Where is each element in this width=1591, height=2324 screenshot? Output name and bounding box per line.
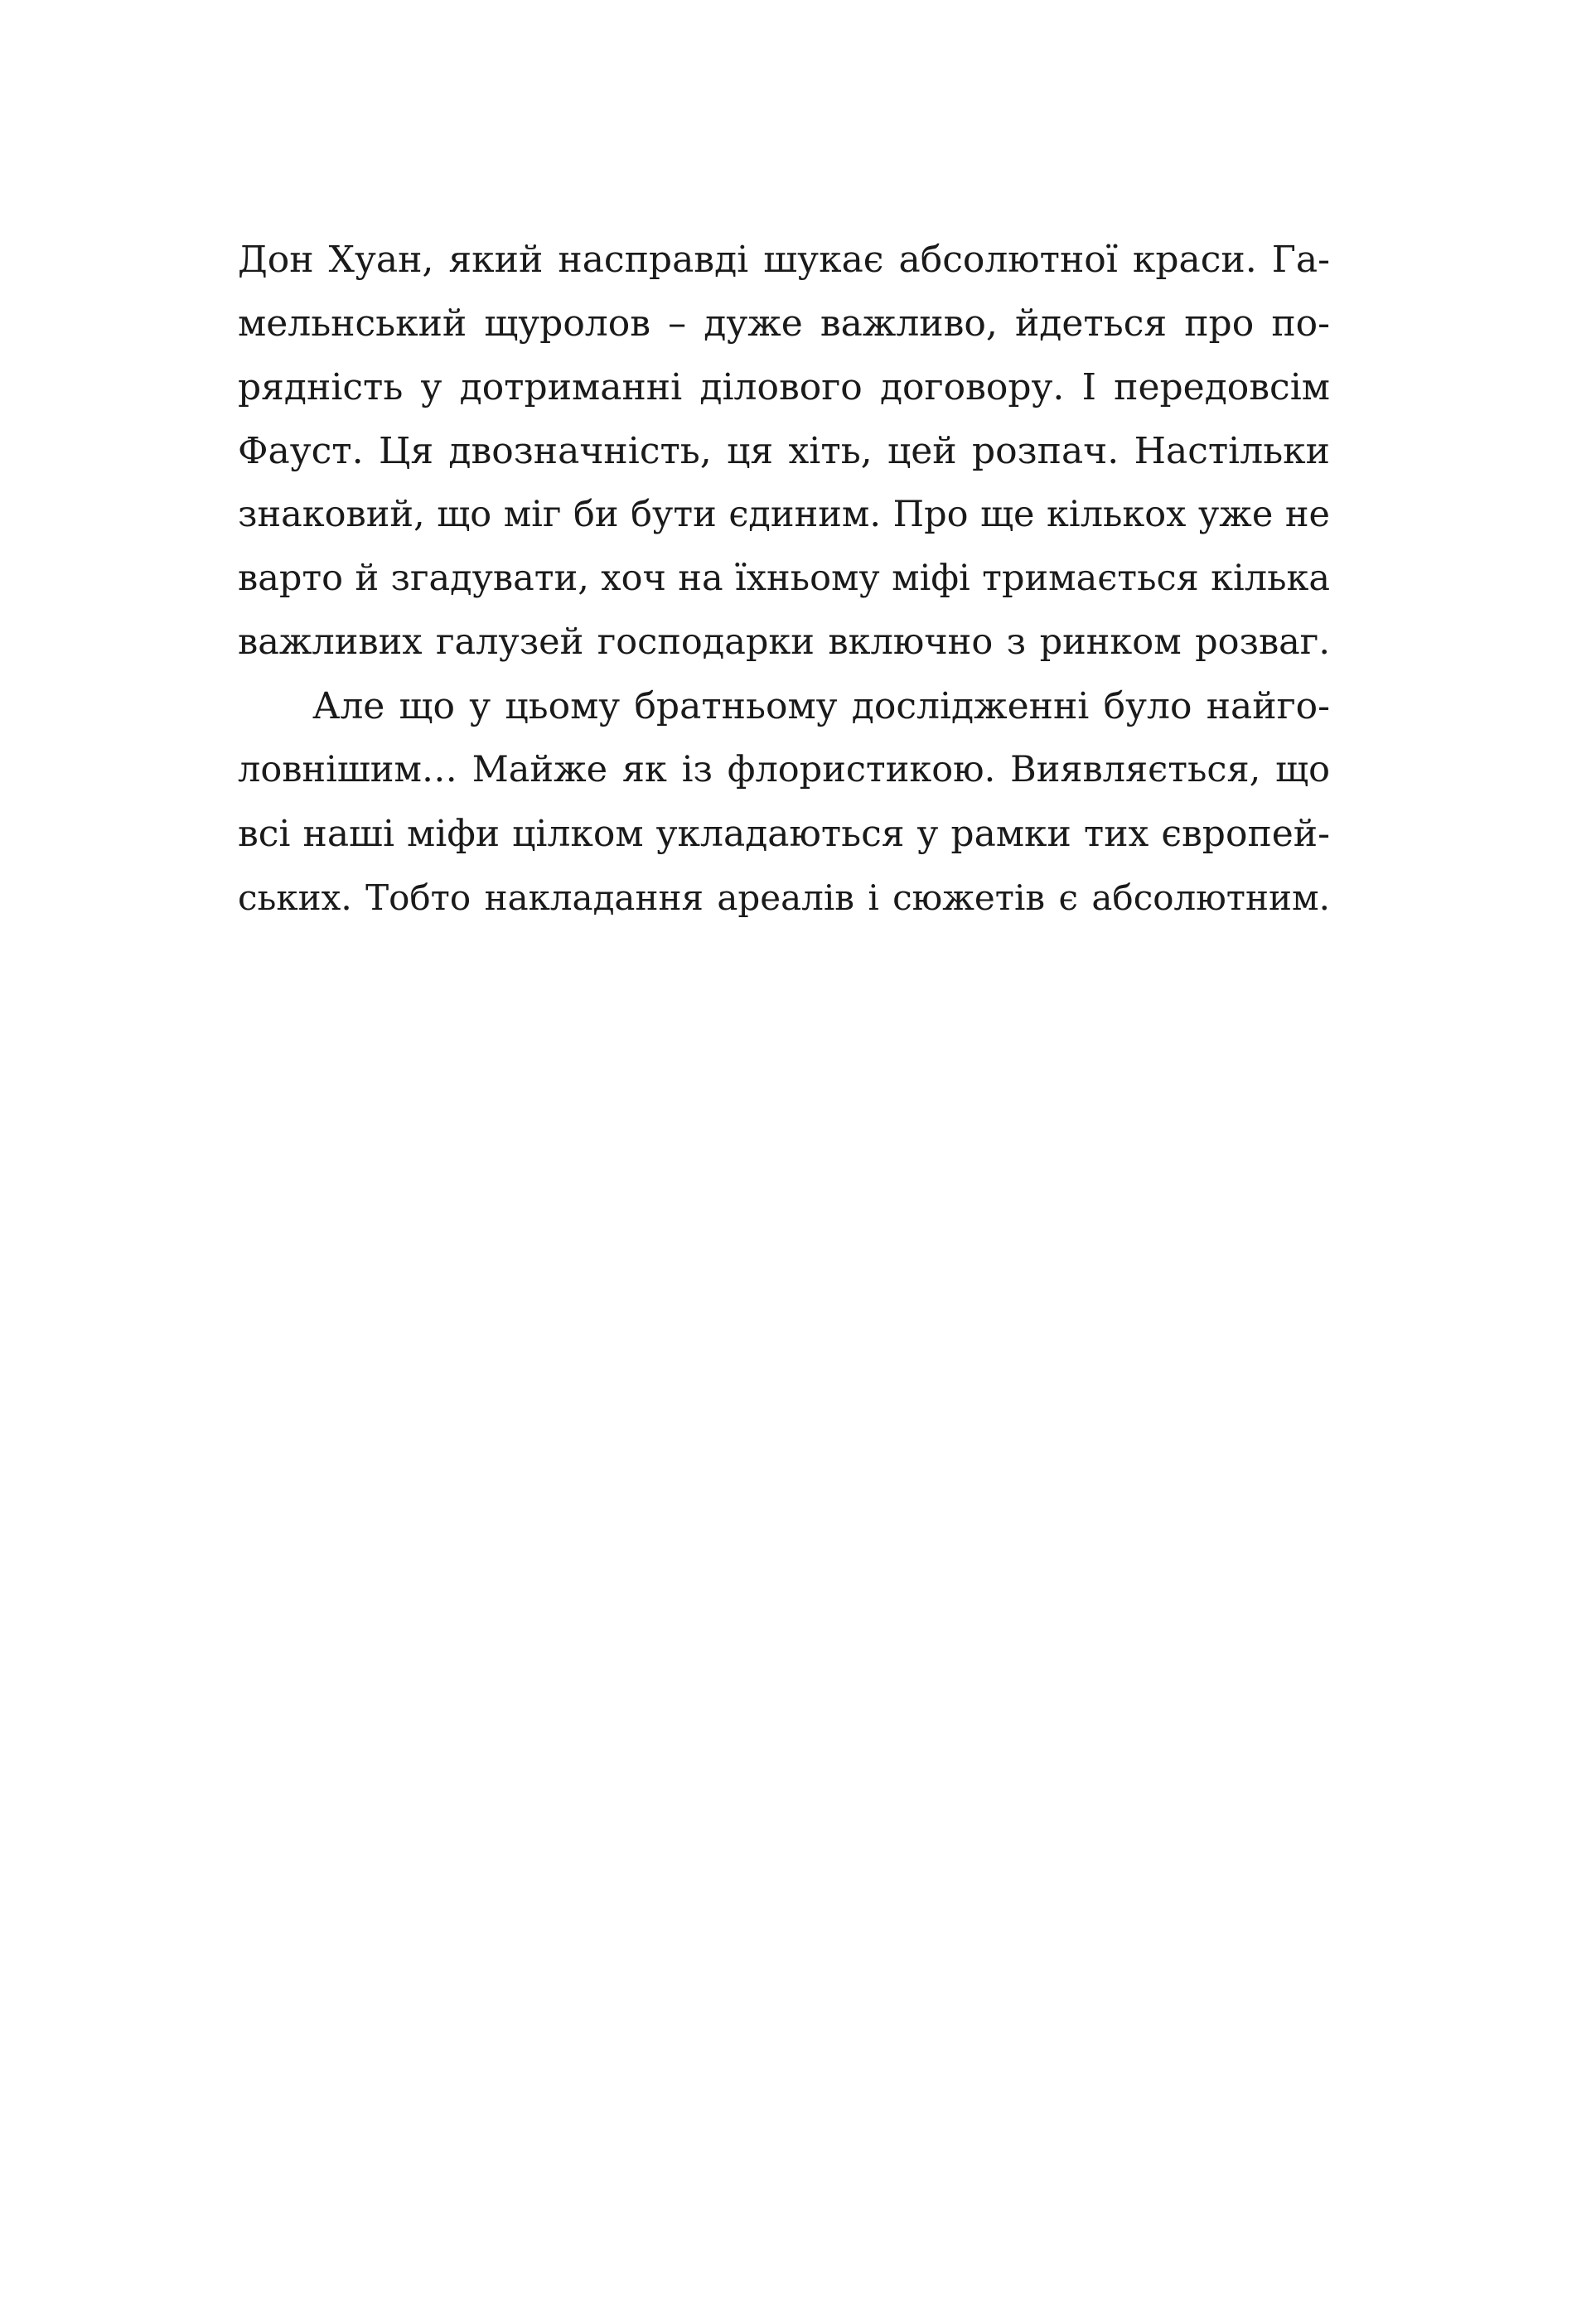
text-line: варто й згадувати, хоч на їхньому міфі тримається кілька <box>238 558 1330 599</box>
paragraph-2 <box>238 674 1330 930</box>
text-line: ловнішим… Майже як із флористикою. Виявляється, що <box>238 749 1330 790</box>
text-line: мельнський щуролов – дуже важливо, йдеться про по- <box>238 302 1330 345</box>
text-line: Фауст. Ця двозначність, ця хіть, цей розпач. Настільки <box>238 430 1330 472</box>
text-line: важливих галузей господарки включно з ринком розваг. <box>238 621 1330 663</box>
text-line: знаковий, що міг би бути єдиним. Про ще кількох уже не <box>238 494 1330 535</box>
text-line: рядність у дотриманні ділового договору. І передовсім <box>238 366 1330 408</box>
text-line: Дон Хуан, який насправді шукає абсолютної краси. Га- <box>238 239 1330 281</box>
paragraph-1 <box>238 228 1330 674</box>
text-line: Але що у цьому братньому дослідженні було найго- <box>312 685 1330 727</box>
text-line: ських. Тобто накладання ареалів і сюжетів є абсолютним. <box>238 877 1330 918</box>
text-line: всі наші міфи цілком укладаються у рамки тих європей- <box>238 813 1330 855</box>
body-text <box>238 228 1330 930</box>
